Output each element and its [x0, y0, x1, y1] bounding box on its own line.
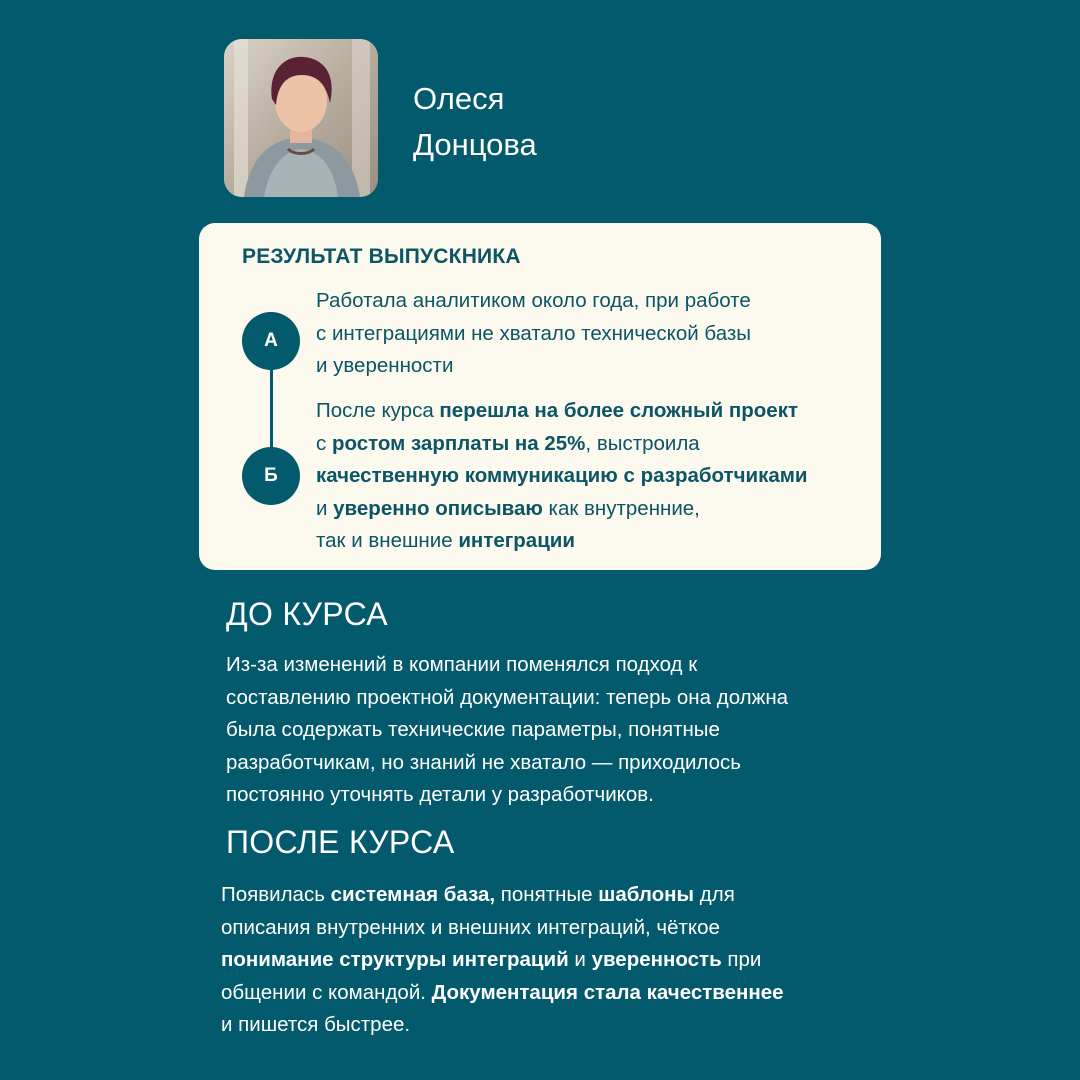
person-last-name: Донцова	[413, 127, 537, 162]
after-line: общении с командой. Документация стала качественнее	[221, 980, 784, 1004]
before-line: была содержать технические параметры, понятные	[226, 718, 720, 741]
person-first-name: Олеся	[413, 81, 505, 116]
after-line: Появилась системная база, понятные шаблоны для	[221, 883, 735, 906]
badge-b: Б	[242, 447, 300, 505]
after-line: понимание структуры интеграций и уверенность при	[221, 948, 762, 971]
before-line: Из-за изменений в компании поменялся подход к	[226, 653, 698, 676]
point-b-line: так и внешние интеграции	[316, 529, 576, 552]
before-line: составлению проектной документации: теперь она должна	[226, 685, 789, 709]
after-line: описания внутренних и внешних интеграций, чёткое	[221, 915, 720, 939]
after-course-text	[221, 879, 784, 1042]
before-course-title: ДО КУРСА	[226, 596, 388, 632]
point-b-line: с ростом зарплаты на 25%, выстроила	[316, 431, 700, 455]
person-portrait-icon	[224, 39, 378, 197]
point-a-line: Работала аналитиком около года, при работе	[316, 289, 751, 312]
profile-photo	[224, 39, 378, 197]
after-line: и пишется быстрее.	[221, 1013, 411, 1036]
point-b-line: и уверенно описываю как внутренние,	[316, 496, 700, 520]
person-name	[413, 76, 537, 168]
badge-a: А	[242, 312, 300, 370]
point-b-line: После курса перешла на более сложный проект	[316, 399, 798, 422]
point-b-line: качественную коммуникацию с разработчиками	[316, 464, 808, 487]
result-card	[199, 223, 881, 570]
result-card-title: РЕЗУЛЬТАТ ВЫПУСКНИКА	[242, 245, 521, 268]
point-a-line: и уверенности	[316, 354, 454, 377]
point-b-text	[316, 395, 808, 558]
before-line: разработчикам, но знаний не хватало — приходилось	[226, 750, 741, 774]
point-a-text	[316, 285, 751, 383]
before-course-text	[226, 649, 788, 812]
after-course-title: ПОСЛЕ КУРСА	[226, 824, 455, 860]
point-a-line: с интеграциями не хватало технической базы	[316, 321, 752, 345]
before-line: постоянно уточнять детали у разработчиков.	[226, 783, 654, 806]
